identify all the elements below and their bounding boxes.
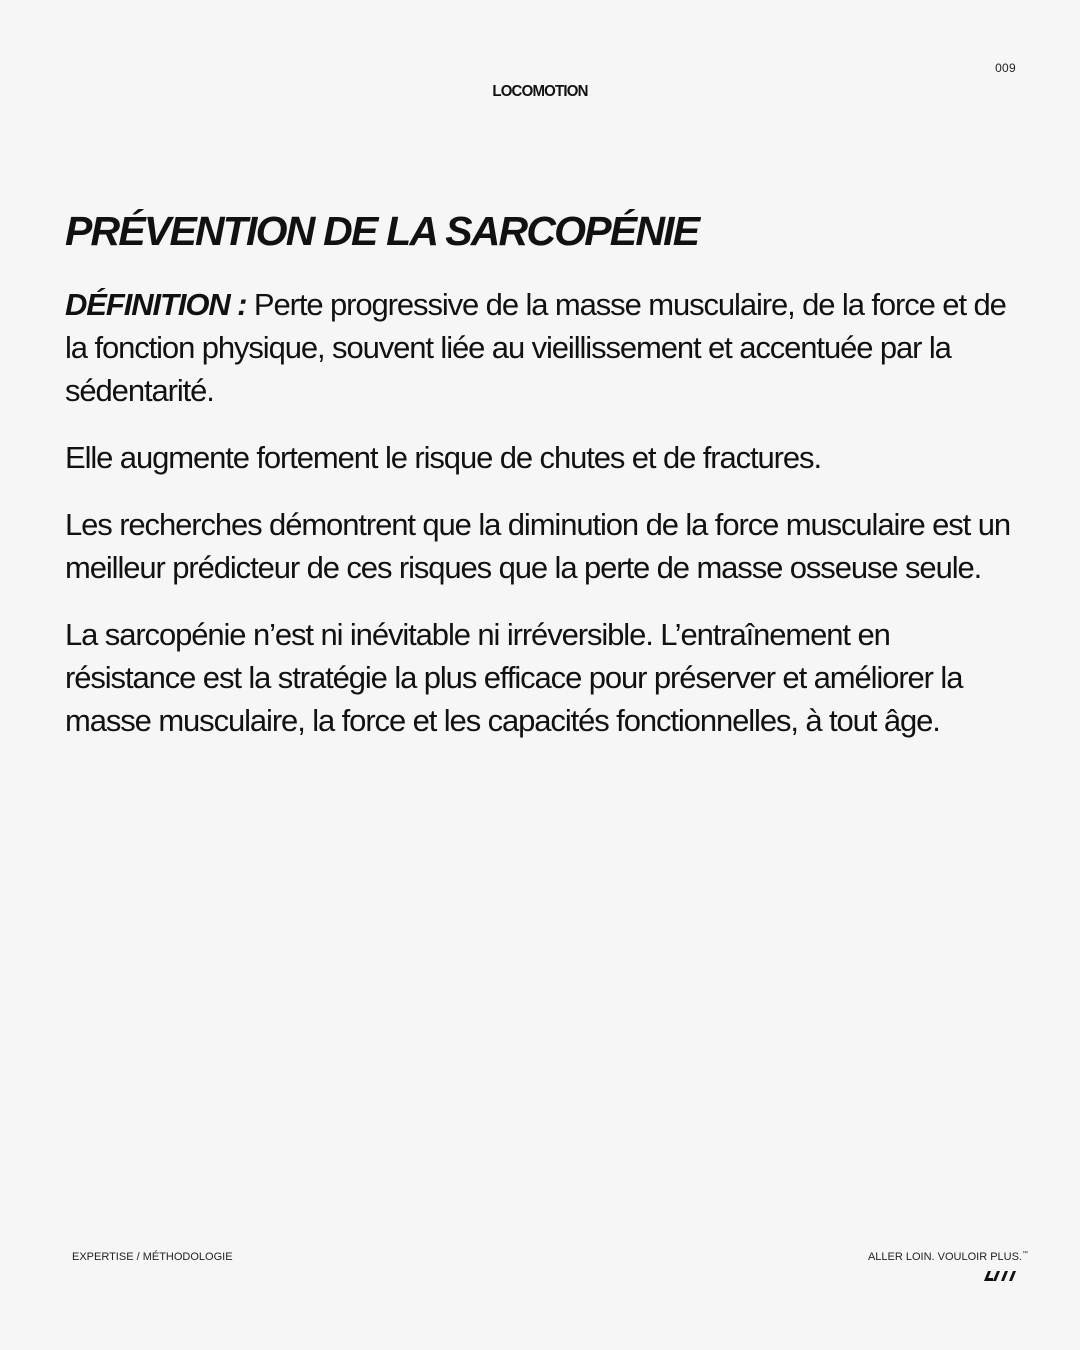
tagline-text: ALLER LOIN. VOULOIR PLUS.: [867, 1251, 1022, 1263]
main-content: [65, 205, 1015, 766]
brand-logo: LOCOMOTION: [492, 82, 588, 101]
slash-mark-icon: [984, 1271, 1018, 1281]
definition-label: DÉFINITION :: [65, 287, 247, 322]
page-number: 009: [995, 61, 1016, 75]
page-title: PRÉVENTION DE LA SARCOPÉNIE: [65, 208, 699, 254]
body-paragraph-3: La sarcopénie n’est ni inévitable ni irréversible. L’entraînement en résistance est la stratégie la plus efficace pour préserver et améliorer la masse musculaire, la force et les capacités fonctionnelles, à tout âge.: [65, 617, 963, 738]
footer-section-label: EXPERTISE / MÉTHODOLOGIE: [72, 1251, 233, 1263]
body-paragraph-1: Elle augmente fortement le risque de chutes et de fractures.: [65, 440, 821, 475]
trademark-symbol: ™: [1022, 1251, 1028, 1257]
definition-text: Perte progressive de la masse musculaire, de la force et de la fonction physique, souvent liée au vieillissement et accentuée par la sédentarité.: [65, 287, 1006, 408]
footer-tagline: [868, 1251, 1028, 1263]
body-paragraph-2: Les recherches démontrent que la diminution de la force musculaire est un meilleur prédicteur de ces risques que la perte de masse osseuse seule.: [65, 507, 1010, 585]
definition-paragraph: [65, 283, 1015, 412]
